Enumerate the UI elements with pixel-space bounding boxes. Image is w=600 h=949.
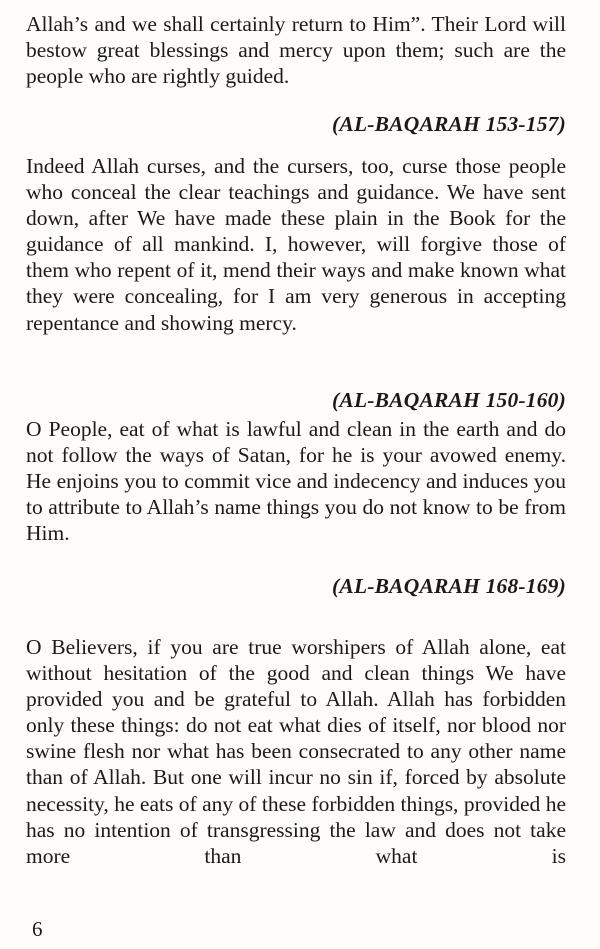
verse-reference-1: (AL-BAQARAH 153-157) bbox=[332, 112, 566, 136]
paragraph-1: Allah’s and we shall certainly return to Him”. Their Lord will bestow great blessings and mercy upon them; such are the people who are rightly guided. bbox=[26, 12, 566, 89]
verse-reference-2: (AL-BAQARAH 150-160) bbox=[332, 388, 566, 412]
verse-reference-3: (AL-BAQARAH 168-169) bbox=[332, 574, 566, 598]
paragraph-3: O People, eat of what is lawful and clean in the earth and do not follow the ways of Satan, for he is your avowed enemy. He enjoins you to commit vice and indecency and induces you to attribute to Allah’s name things you do not know to be from Him. bbox=[26, 417, 566, 546]
page-number: 6 bbox=[32, 917, 43, 941]
paragraph-2: Indeed Allah curses, and the cursers, too, curse those people who conceal the clear teachings and guidance. We have sent down, after We have made these plain in the Book for the guidance of all mankind. I, however, will forgive those of them who repent of it, mend their ways and make known what they were concealing, for I am very generous in accepting repentance and showing mercy. bbox=[26, 154, 566, 335]
paragraph-4: O Believers, if you are true worshipers of Allah alone, eat without hesitation of the good and clean things We have provided you and be grateful to Allah. Allah has forbidden only these things: do not eat what dies of itself, nor blood nor swine flesh nor what has been consecrated to any other name than of Allah. But one will incur no sin if, forced by absolute necessity, he eats of any of these forbidden things, provided he has no intention of transgressing the law and does not take more than what is bbox=[26, 635, 566, 868]
